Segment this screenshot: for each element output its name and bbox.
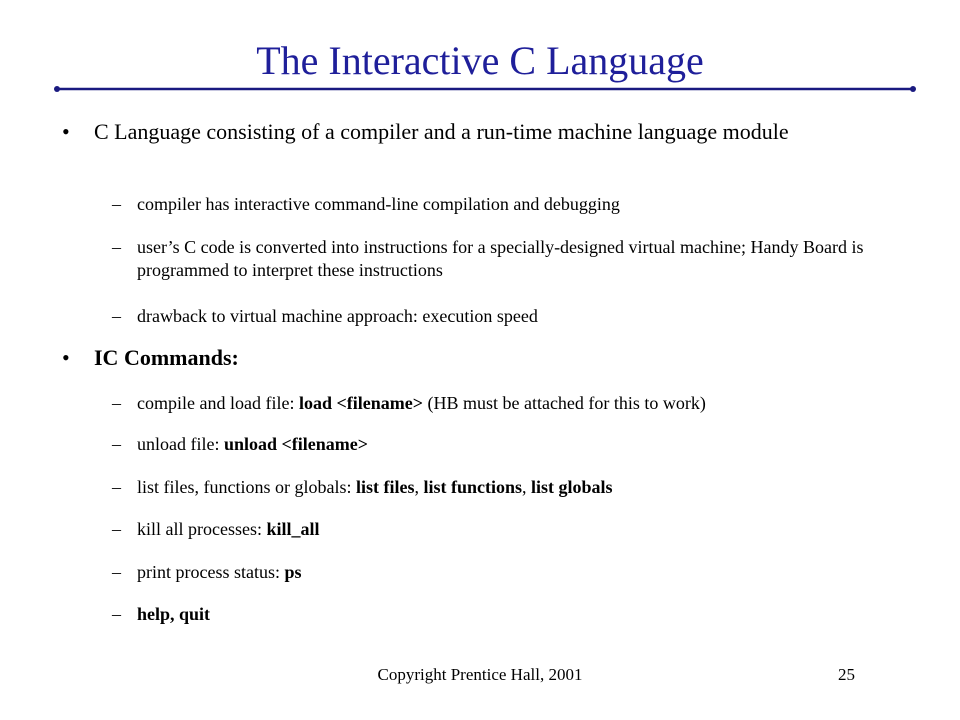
command-description: list files, functions or globals: xyxy=(137,477,356,497)
slide-title: The Interactive C Language xyxy=(256,38,704,83)
sub-bullet-text: drawback to virtual machine approach: execution speed xyxy=(137,306,538,326)
command-description: print process status: xyxy=(137,562,285,582)
sub-bullet-marker: – xyxy=(112,604,121,624)
command-name: unload <filename> xyxy=(223,434,369,454)
sub-bullet-text xyxy=(137,603,907,626)
command-description: kill all processes: xyxy=(137,519,267,539)
command-name: list files xyxy=(355,477,415,497)
bullet-heading xyxy=(94,344,894,371)
command-name: list globals xyxy=(531,477,613,497)
page-number: 25 xyxy=(838,665,855,684)
sub-bullet-marker: – xyxy=(112,237,121,257)
sub-bullet-text xyxy=(137,476,907,499)
command-name: kill_all xyxy=(266,519,320,539)
title-underline-graphic xyxy=(54,86,916,92)
command-name: help, quit xyxy=(137,604,211,624)
sub-bullet-marker: – xyxy=(112,194,121,214)
command-description: compile and load file: xyxy=(137,393,299,413)
sub-bullet-marker: – xyxy=(112,562,121,582)
bullet-text: C Language consisting of a compiler and a run-time machine language module xyxy=(94,119,789,144)
sub-bullet-text xyxy=(137,392,907,415)
bullet-marker: • xyxy=(62,345,70,370)
command-name: list functions xyxy=(423,477,523,497)
sub-bullet-text xyxy=(137,433,907,456)
sub-bullet-marker: – xyxy=(112,477,121,497)
command-separator: , xyxy=(522,477,532,497)
sub-bullet-text xyxy=(137,561,907,584)
title-underline xyxy=(54,86,916,92)
command-name: ps xyxy=(284,562,302,582)
command-separator: , xyxy=(414,477,424,497)
command-name: load <filename> xyxy=(298,393,423,413)
sub-bullet-marker: – xyxy=(112,306,121,326)
sub-bullet-marker: – xyxy=(112,434,121,454)
command-note: (HB must be attached for this to work) xyxy=(422,393,706,413)
footer-copyright: Copyright Prentice Hall, 2001 xyxy=(377,665,583,684)
bullet-marker: • xyxy=(62,119,70,144)
sub-bullet-text xyxy=(137,518,907,541)
sub-bullet-marker: – xyxy=(112,393,121,413)
sub-bullet-text: user’s C code is converted into instructions for a specially-designed virtual machine; Handy Board is programmed to interpret these instructions xyxy=(137,237,864,280)
sub-bullet-text: compiler has interactive command-line compilation and debugging xyxy=(137,194,620,214)
command-description: unload file: xyxy=(137,434,224,454)
bullet-heading-text: IC Commands: xyxy=(94,345,239,370)
sub-bullet-marker: – xyxy=(112,519,121,539)
